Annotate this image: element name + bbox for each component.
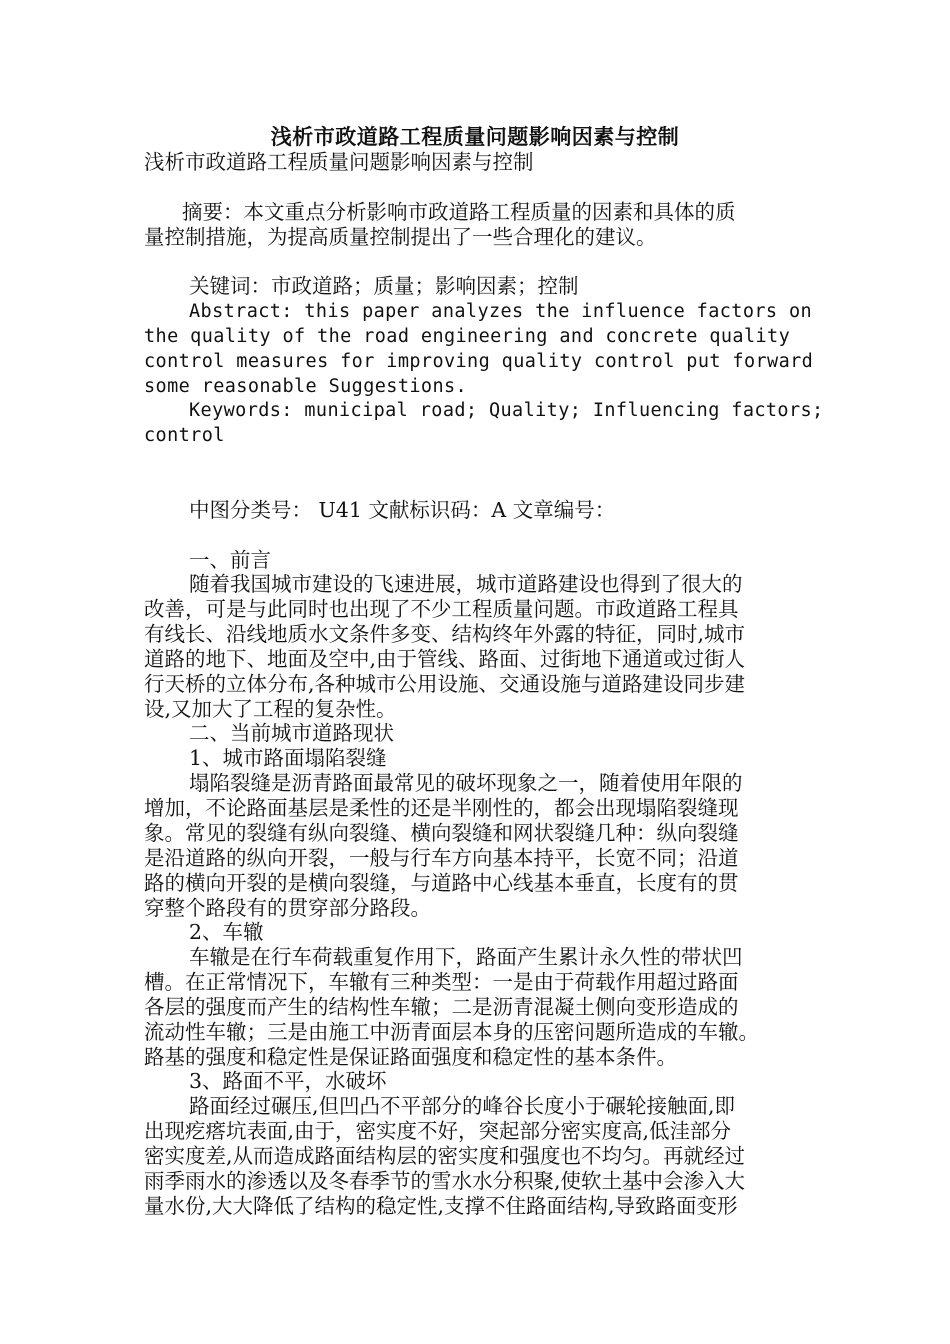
- abstract-line: 量控制措施，为提高质量控制提出了一些合理化的建议。: [144, 225, 657, 249]
- document-title: 浅析市政道路工程质量问题影响因素与控制: [270, 125, 680, 149]
- paragraph-line: 出现疙瘩坑表面,由于，密实度不好，突起部分密实度高,低洼部分: [144, 1119, 732, 1143]
- paragraph-line: 路的横向开裂的是横向裂缝，与道路中心线基本垂直，长度有的贯: [144, 871, 739, 895]
- subsection-heading: 3、路面不平，水破坏: [189, 1069, 387, 1093]
- paragraph-line: 有线长、沿线地质水文条件多变、结构终年外露的特征，同时,城市: [144, 622, 746, 646]
- paragraph-line: 象。常见的裂缝有纵向裂缝、横向裂缝和网状裂缝几种：纵向裂缝: [144, 821, 739, 845]
- classification-line: 中图分类号： U41 文献标识码：A 文章编号：: [189, 498, 616, 522]
- abstract-line: 摘要：本文重点分析影响市政道路工程质量的因素和具体的质: [182, 200, 736, 224]
- paragraph-line: 路面经过碾压,但凹凸不平部分的峰谷长度小于碾轮接触面,即: [189, 1094, 736, 1118]
- paragraph-line: 穿整个路段有的贯穿部分路段。: [144, 896, 431, 920]
- abstract-en-line: some reasonable Suggestions.: [144, 376, 468, 397]
- abstract-en-line: Abstract: this paper analyzes the influence factors on: [189, 301, 813, 322]
- paragraph-line: 雨季雨水的渗透以及冬春季节的雪水水分积聚,使软土基中会渗入大: [144, 1169, 746, 1193]
- subsection-heading: 2、车辙: [189, 920, 264, 944]
- abstract-en-line: the quality of the road engineering and concrete quality: [144, 326, 791, 347]
- paragraph-line: 设,又加大了工程的复杂性。: [144, 697, 397, 721]
- paragraph-line: 流动性车辙；三是由施工中沥青面层本身的压密问题所造成的车辙。: [144, 1020, 759, 1044]
- section-heading: 一、前言: [189, 548, 271, 572]
- section-heading: 二、当前城市道路现状: [189, 721, 394, 745]
- paragraph-line: 槽。在正常情况下，车辙有三种类型：一是由于荷载作用超过路面: [144, 970, 739, 994]
- paragraph-line: 增加，不论路面基层是柔性的还是半刚性的，都会出现塌陷裂缝现: [144, 796, 739, 820]
- paragraph-line: 随着我国城市建设的飞速进展，城市道路建设也得到了很大的: [189, 572, 743, 596]
- keywords-en-line: control: [144, 425, 225, 446]
- paragraph-line: 路基的强度和稳定性是保证路面强度和稳定性的基本条件。: [144, 1045, 677, 1069]
- document-subtitle: 浅析市政道路工程质量问题影响因素与控制: [144, 150, 534, 174]
- paragraph-line: 各层的强度而产生的结构性车辙；二是沥青混凝土侧向变形造成的: [144, 995, 739, 1019]
- abstract-en-line: control measures for improving quality control put forward: [144, 351, 814, 372]
- keywords-cn: 关键词：市政道路；质量；影响因素；控制: [189, 274, 579, 298]
- paragraph-line: 改善，可是与此同时也出现了不少工程质量问题。市政道路工程具: [144, 597, 739, 621]
- paragraph-line: 塌陷裂缝是沥青路面最常见的破坏现象之一，随着使用年限的: [189, 771, 743, 795]
- paragraph-line: 道路的地下、地面及空中,由于管线、路面、过街地下通道或过街人: [144, 647, 746, 671]
- paragraph-line: 车辙是在行车荷载重复作用下，路面产生累计永久性的带状凹: [189, 945, 743, 969]
- paragraph-line: 密实度差,从而造成路面结构层的密实度和强度也不均匀。再就经过: [144, 1144, 746, 1168]
- paragraph-line: 量水份,大大降低了结构的稳定性,支撑不住路面结构,导致路面变形: [144, 1194, 738, 1218]
- keywords-en-line: Keywords: municipal road; Quality; Influencing factors;: [189, 400, 824, 421]
- paragraph-line: 行天桥的立体分布,各种城市公用设施、交通设施与道路建设同步建: [144, 672, 746, 696]
- subsection-heading: 1、城市路面塌陷裂缝: [189, 746, 387, 770]
- paragraph-line: 是沿道路的纵向开裂，一般与行车方向基本持平，长宽不同；沿道: [144, 846, 739, 870]
